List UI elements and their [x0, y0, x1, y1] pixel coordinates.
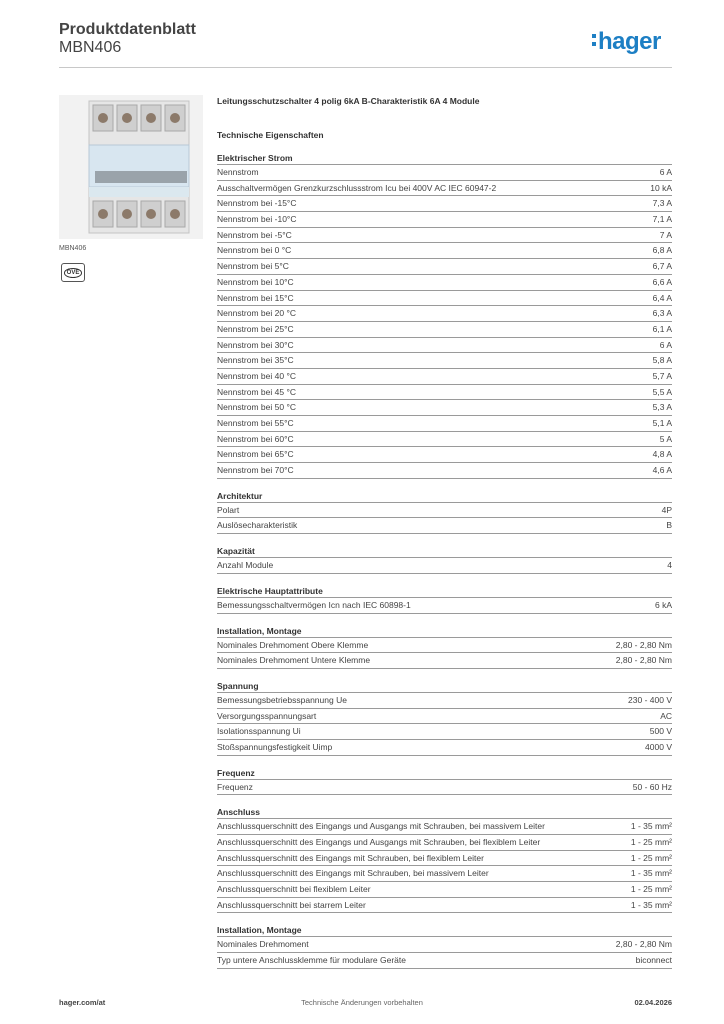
spec-label: Nennstrom bei 5°C: [217, 261, 289, 272]
spec-label: Nennstrom bei 50 °C: [217, 402, 296, 413]
spec-row: [217, 275, 672, 291]
spec-row: [217, 724, 672, 740]
spec-value: 2,80 - 2,80 Nm: [615, 655, 672, 666]
spec-label: Polart: [217, 504, 240, 515]
section-heading: Spannung: [217, 680, 672, 693]
spec-row: [217, 432, 672, 448]
spec-section: [217, 585, 672, 614]
spec-value: AC: [660, 710, 672, 721]
header-divider: [59, 67, 672, 68]
spec-section: [217, 545, 672, 574]
spec-section: [217, 806, 672, 913]
spec-row: [217, 291, 672, 307]
spec-section: [217, 767, 672, 796]
section-heading: Installation, Montage: [217, 924, 672, 937]
spec-label: Bemessungsbetriebsspannung Ue: [217, 694, 347, 705]
spec-value: 4,8 A: [652, 449, 672, 460]
spec-row: [217, 196, 672, 212]
spec-value: 1 - 35 mm²: [630, 899, 672, 910]
brand-name: hager: [598, 28, 661, 55]
spec-value: 1 - 25 mm²: [630, 884, 672, 895]
footer-date: 02.04.2026: [634, 998, 672, 1007]
spec-row: [217, 835, 672, 851]
spec-value: 5,8 A: [652, 355, 672, 366]
spec-row: [217, 306, 672, 322]
spec-row: [217, 693, 672, 709]
spec-row: [217, 740, 672, 756]
spec-value: 2,80 - 2,80 Nm: [615, 939, 672, 950]
spec-label: Nominales Drehmoment Obere Klemme: [217, 639, 369, 650]
spec-row: [217, 322, 672, 338]
spec-row: [217, 898, 672, 914]
section-heading: Elektrischer Strom: [217, 152, 672, 165]
spec-row: [217, 400, 672, 416]
hager-logo: [592, 28, 661, 56]
product-image: [59, 95, 203, 239]
spec-label: Anzahl Module: [217, 560, 274, 571]
spec-row: [217, 416, 672, 432]
certification-icon: [61, 263, 85, 282]
spec-value: 4P: [661, 504, 672, 515]
spec-row: [217, 259, 672, 275]
spec-label: Nennstrom bei -10°C: [217, 214, 297, 225]
spec-value: 6 A: [659, 339, 672, 350]
spec-value: 5,3 A: [652, 402, 672, 413]
spec-row: [217, 851, 672, 867]
spec-row: [217, 819, 672, 835]
spec-label: Anschlussquerschnitt des Eingangs mit Schrauben, bei flexiblem Leiter: [217, 852, 484, 863]
spec-label: Nennstrom bei 35°C: [217, 355, 294, 366]
spec-row: [217, 953, 672, 969]
spec-value: 500 V: [649, 726, 672, 737]
product-code: MBN406: [59, 39, 122, 56]
section-heading: Architektur: [217, 490, 672, 503]
spec-row: [217, 638, 672, 654]
spec-label: Nominales Drehmoment Untere Klemme: [217, 655, 371, 666]
spec-row: [217, 937, 672, 953]
footer-notice: Technische Änderungen vorbehalten: [301, 998, 423, 1007]
spec-section: [217, 625, 672, 669]
spec-row: [217, 558, 672, 574]
spec-value: 7,1 A: [652, 214, 672, 225]
spec-row: [217, 181, 672, 197]
spec-label: Isolationsspannung Ui: [217, 726, 301, 737]
spec-value: 10 kA: [650, 182, 672, 193]
spec-row: [217, 353, 672, 369]
spec-label: Anschlussquerschnitt bei flexiblem Leiter: [217, 884, 371, 895]
section-heading: Kapazität: [217, 545, 672, 558]
spec-value: 5,5 A: [652, 386, 672, 397]
spec-value: 4000 V: [645, 741, 672, 752]
footer-website: hager.com/at: [59, 998, 106, 1007]
spec-row: [217, 447, 672, 463]
spec-row: [217, 709, 672, 725]
spec-row: [217, 518, 672, 534]
spec-row: [217, 385, 672, 401]
spec-label: Nennstrom bei 60°C: [217, 433, 294, 444]
spec-label: Versorgungsspannungsart: [217, 710, 317, 721]
image-caption: MBN406: [59, 245, 87, 252]
spec-row: [217, 503, 672, 519]
spec-row: [217, 228, 672, 244]
spec-label: Anschlussquerschnitt des Eingangs und Ausgangs mit Schrauben, bei massivem Leiter: [217, 821, 545, 832]
spec-row: [217, 165, 672, 181]
spec-label: Anschlussquerschnitt des Eingangs und Ausgangs mit Schrauben, bei flexiblem Leiter: [217, 837, 541, 847]
spec-label: Nennstrom bei 55°C: [217, 418, 294, 428]
spec-section: [217, 490, 672, 534]
spec-row: [217, 598, 672, 614]
spec-label: Nennstrom bei 45 °C: [217, 386, 296, 397]
spec-row: [217, 243, 672, 259]
spec-value: biconnect: [635, 955, 672, 966]
datasheet-content: [217, 96, 672, 980]
spec-value: 230 - 400 V: [628, 694, 672, 705]
spec-label: Anschlussquerschnitt bei starrem Leiter: [217, 899, 366, 910]
spec-label: Nennstrom: [217, 167, 259, 177]
spec-sections: [217, 152, 672, 969]
spec-label: Typ untere Anschlussklemme für modulare Geräte: [217, 955, 406, 966]
spec-label: Bemessungsschaltvermögen Icn nach IEC 60898-1: [217, 599, 411, 610]
spec-value: 6 kA: [654, 599, 672, 610]
spec-value: 6,7 A: [652, 261, 672, 272]
spec-value: 6 A: [659, 167, 672, 177]
spec-value: 5,7 A: [652, 370, 672, 381]
spec-label: Anschlussquerschnitt des Eingangs mit Schrauben, bei massivem Leiter: [217, 868, 489, 879]
section-heading: Elektrische Hauptattribute: [217, 585, 672, 598]
spec-label: Auslösecharakteristik: [217, 520, 298, 531]
spec-row: [217, 369, 672, 385]
section-heading: Installation, Montage: [217, 625, 672, 638]
spec-label: Nennstrom bei 30°C: [217, 339, 294, 350]
technical-properties-heading: Technische Eigenschaften: [217, 130, 324, 140]
spec-row: [217, 463, 672, 479]
spec-label: Nennstrom bei 15°C: [217, 292, 294, 303]
spec-value: 1 - 35 mm²: [630, 868, 672, 879]
spec-row: [217, 780, 672, 796]
spec-value: 7 A: [659, 229, 672, 240]
spec-label: Nennstrom bei 0 °C: [217, 245, 292, 256]
spec-section: [217, 680, 672, 756]
spec-label: Nennstrom bei -15°C: [217, 198, 297, 209]
spec-value: 6,6 A: [652, 276, 672, 287]
spec-value: 6,3 A: [652, 308, 672, 319]
spec-value: 1 - 25 mm²: [630, 837, 672, 847]
spec-row: [217, 653, 672, 669]
spec-value: B: [666, 520, 672, 531]
spec-value: 6,4 A: [652, 292, 672, 303]
spec-value: 50 - 60 Hz: [632, 781, 672, 792]
spec-label: Nennstrom bei 70°C: [217, 465, 294, 476]
section-heading: Anschluss: [217, 806, 672, 819]
section-heading: Frequenz: [217, 767, 672, 780]
spec-row: [217, 866, 672, 882]
spec-value: 1 - 25 mm²: [630, 852, 672, 863]
spec-section: [217, 924, 672, 968]
spec-section: [217, 152, 672, 479]
spec-row: [217, 882, 672, 898]
spec-label: Ausschaltvermögen Grenzkurzschlussstrom Icu bei 400V AC IEC 60947-2: [217, 182, 497, 193]
page-title: Produktdatenblatt: [59, 21, 196, 38]
spec-row: [217, 338, 672, 354]
spec-label: Stoßspannungsfestigkeit Uimp: [217, 741, 333, 752]
spec-value: 1 - 35 mm²: [630, 821, 672, 832]
spec-value: 4,6 A: [652, 465, 672, 476]
spec-value: 7,3 A: [652, 198, 672, 209]
spec-label: Nennstrom bei -5°C: [217, 229, 292, 240]
spec-label: Nennstrom bei 20 °C: [217, 308, 296, 319]
circuit-breaker-image: [59, 95, 203, 239]
spec-row: [217, 212, 672, 228]
spec-label: Frequenz: [217, 781, 253, 792]
spec-value: 5 A: [659, 433, 672, 444]
spec-label: Nennstrom bei 25°C: [217, 323, 294, 334]
spec-label: Nennstrom bei 10°C: [217, 276, 294, 287]
cert-badge-text: ÖVE: [64, 268, 83, 278]
spec-label: Nennstrom bei 65°C: [217, 449, 294, 460]
spec-value: 2,80 - 2,80 Nm: [615, 639, 672, 650]
spec-label: Nominales Drehmoment: [217, 939, 309, 950]
product-title: Leitungsschutzschalter 4 polig 6kA B-Charakteristik 6A 4 Module: [217, 96, 480, 106]
spec-label: Nennstrom bei 40 °C: [217, 370, 296, 381]
spec-value: 6,1 A: [652, 323, 672, 334]
logo-colon-icon: [592, 34, 597, 48]
spec-value: 5,1 A: [652, 418, 672, 428]
spec-value: 4: [667, 560, 672, 571]
spec-value: 6,8 A: [652, 245, 672, 256]
